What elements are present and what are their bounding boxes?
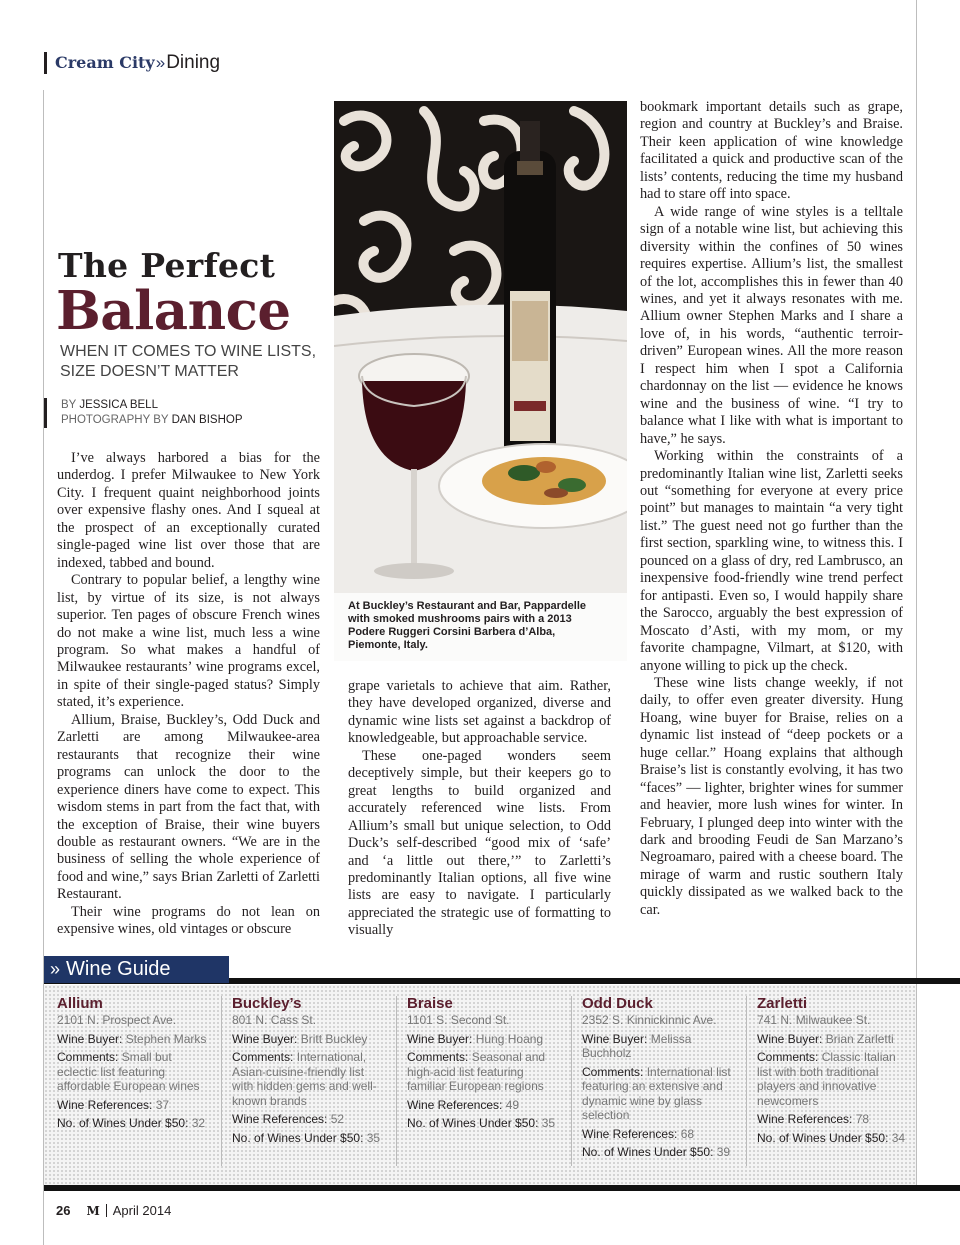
- under50-value: 34: [891, 1130, 906, 1145]
- byline: [44, 398, 243, 428]
- issue-date: April 2014: [112, 1203, 172, 1218]
- buyer-value: Stephen Marks: [125, 1031, 207, 1046]
- under50-value: 35: [366, 1130, 381, 1145]
- guide-entry-zarletti: [757, 995, 912, 1149]
- references-label: Wine References:: [57, 1097, 153, 1112]
- column-divider: [746, 996, 747, 1166]
- photo-caption: At Buckley’s Restaurant and Bar, Pappardelle with smoked mushrooms pairs with a 2013 Podere Ruggeri Corsini Barbera d’Alba, Piemonte, Italy.: [348, 600, 587, 651]
- restaurant-address: 1101 S. Second St.: [407, 1013, 510, 1027]
- buyer-label: Wine Buyer:: [407, 1031, 473, 1046]
- comments-value: International list featuring an extensive and dynamic wine by glass selection: [582, 1064, 731, 1122]
- wine-guide-title: Wine Guide: [66, 958, 171, 980]
- guide-entry-buckleys: [232, 995, 387, 1149]
- buyer-label: Wine Buyer:: [57, 1031, 123, 1046]
- under50-label: No. of Wines Under $50:: [757, 1130, 889, 1145]
- buyer-value: Hung Hoang: [475, 1031, 544, 1046]
- restaurant-name: Odd Duck: [582, 995, 653, 1012]
- article-column-2: [348, 678, 611, 940]
- photo-label: PHOTOGRAPHY BY: [61, 414, 169, 426]
- author-name: JESSICA BELL: [79, 399, 158, 411]
- under50-value: 35: [541, 1116, 556, 1130]
- restaurant-address: 2101 N. Prospect Ave.: [57, 1013, 177, 1027]
- restaurant-address: 2352 S. Kinnickinnic Ave.: [582, 1013, 717, 1027]
- page-footer: [56, 1203, 171, 1218]
- buyer-label: Wine Buyer:: [582, 1031, 648, 1046]
- section-header: [44, 52, 220, 74]
- column-divider: [571, 996, 572, 1166]
- paragraph: These one-paged wonders seem deceptively simple, but their keepers go to great lengths to build organized and accurately referenced wine lists. From Allium’s small but unique selection, to Odd Duck’s self-described “good mix of ‘safe’ and ‘a little out there,’” to Zarletti’s predominantly Italian options, all five wine lists are easy to navigate. I particularly appreciated the strategic use of formatting to visually: [348, 747, 611, 939]
- column-divider: [221, 996, 222, 1166]
- paragraph: I’ve always harbored a bias for the underdog. I prefer Milwaukee to New York City. I frequent quaint neighborhood joints over expensive flashy ones. And I squeal at the prospect of an exceptionally curated single-paged wine list over those that are indexed, tabbed and bound.: [57, 450, 320, 571]
- right-page-rule: [916, 0, 917, 1190]
- comments-label: Comments:: [582, 1064, 644, 1079]
- guide-entry-allium: [57, 995, 212, 1135]
- comments-label: Comments:: [232, 1050, 294, 1064]
- restaurant-address: 741 N. Milwaukee St.: [757, 1013, 871, 1027]
- paragraph: bookmark important details such as grape, region and country at Buckley’s and Braise. Their keen application of wine knowledge facilitated a quick and productive scan of the lists’ contents, reducing the time my husband had to stare off into space.: [640, 99, 903, 203]
- footer-divider: [106, 1204, 107, 1217]
- column-divider: [396, 996, 397, 1166]
- restaurant-name: Allium: [57, 995, 103, 1012]
- buyer-label: Wine Buyer:: [232, 1031, 298, 1046]
- comments-value: Small but eclectic list featuring affordable European wines: [57, 1050, 200, 1093]
- dek-line-2: SIZE DOESN’T MATTER: [60, 363, 239, 380]
- references-label: Wine References:: [757, 1112, 853, 1126]
- dek: [60, 342, 335, 382]
- comments-value: Classic Italian list with both traditional players and innovative newcomers: [757, 1050, 896, 1108]
- under50-label: No. of Wines Under $50:: [57, 1116, 189, 1130]
- headline-line-2: Balance: [56, 280, 291, 342]
- under50-label: No. of Wines Under $50:: [232, 1130, 364, 1145]
- wine-guide-header: [44, 956, 229, 983]
- under50-value: 39: [716, 1145, 731, 1159]
- references-value: 52: [330, 1112, 345, 1126]
- under50-value: 32: [191, 1116, 206, 1130]
- section-brand: Cream City: [55, 53, 155, 72]
- buyer-label: Wine Buyer:: [757, 1031, 823, 1046]
- references-label: Wine References:: [232, 1112, 328, 1126]
- guide-entry-braise: [407, 995, 562, 1135]
- dek-line-1: WHEN IT COMES TO WINE LISTS,: [60, 343, 317, 360]
- paragraph: Their wine programs do not lean on expensive wines, old vintages or obscure: [57, 903, 320, 938]
- comments-value: Seasonal and high-acid list featuring familiar European regions: [407, 1050, 546, 1093]
- restaurant-name: Zarletti: [757, 995, 808, 1012]
- under50-label: No. of Wines Under $50:: [582, 1145, 714, 1159]
- under50-label: No. of Wines Under $50:: [407, 1116, 539, 1130]
- paragraph: Allium, Braise, Buckley’s, Odd Duck and Zarletti are among Milwaukee-area restaurants that recognize their wine programs can unlock the door to the experience diners have come to expect. This wisdom stems in part from the fact that, with the exception of Braise, their wine buyers double as restaurant owners. “We are in the business of selling the whole experience of food and wine,” says Brian Zarletti of Zarletti Restaurant.: [57, 711, 320, 903]
- page-number: 26: [56, 1203, 71, 1218]
- paragraph: grape varietals to achieve that aim. Rather, they have developed organized, diverse and dynamic wine lists set against a backdrop of knowledgeable, but approachable service.: [348, 678, 611, 747]
- chevron-right-icon: »: [155, 53, 166, 72]
- article-column-3: [640, 99, 903, 919]
- restaurant-address: 801 N. Cass St.: [232, 1013, 317, 1027]
- paragraph: A wide range of wine styles is a telltale sign of a notable wine list, but achieving this diversity within the confines of 50 wines requires expertise. Allium’s list, the smallest of the lot, accomplishes this in fewer than 40 wines, and yet it always resonates with me. Allium owner Stephen Marks and I share a love of, in his words, “authentic terroir-driven” European wines. All the more reason I respect him when I spot a California chardonnay on the list — evidence he knows wine and the business of wine. “I try to balance what I like with what is important to have,” he says.: [640, 203, 903, 447]
- comments-label: Comments:: [57, 1050, 119, 1064]
- comments-value: International, Asian-cuisine-friendly list with hidden gems and well-known brands: [232, 1050, 377, 1108]
- guide-entry-odd-duck: [582, 995, 737, 1164]
- references-label: Wine References:: [407, 1097, 503, 1112]
- references-value: 37: [155, 1097, 170, 1112]
- wine-guide-bottom-rule: [44, 1185, 960, 1191]
- by-label: BY: [61, 399, 77, 411]
- magazine-logo: M: [86, 1203, 100, 1218]
- article-column-1: [57, 450, 320, 939]
- paragraph: Working within the constraints of a predominantly Italian wine list, Zarletti seeks out “something for everyone at every price point” but manages to maintain “a very tight list.” The guest need not go further than the first section, sparkling wine, to witness this. I pounced on a glass of dry, red Lambrusco, an inexpensive food-friendly wine trend perfect for antipasti. Even so, I would happily share the Sarocco, arguably the best expression of Moscato d’Asti, with my mom, or my favorite champagne, Vilmart, at $120, with anyone willing to pick up the check.: [640, 448, 903, 674]
- photographer-name: DAN BISHOP: [171, 414, 243, 426]
- wine-dish-photo: [334, 101, 627, 661]
- references-value: 78: [855, 1112, 870, 1126]
- buyer-value: Brian Zarletti: [825, 1031, 894, 1046]
- buyer-value: Melissa Buchholz: [582, 1031, 692, 1060]
- comments-label: Comments:: [757, 1050, 819, 1064]
- references-label: Wine References:: [582, 1126, 678, 1141]
- section-name: Dining: [166, 52, 221, 73]
- comments-label: Comments:: [407, 1050, 469, 1064]
- references-value: 49: [505, 1097, 520, 1112]
- paragraph: Contrary to popular belief, a lengthy wine list, by virtue of its size, is not always superior. Ten pages of obscure French wines do not make a wine list, much less a wine program. So what makes a handful of Milwaukee restaurants’ wine programs excel, in spite of their single-paged status? Simply stated, it’s experience.: [57, 572, 320, 711]
- restaurant-name: Buckley’s: [232, 995, 302, 1012]
- references-value: 68: [680, 1126, 695, 1141]
- buyer-value: Britt Buckley: [300, 1031, 368, 1046]
- chevron-right-icon: »: [50, 959, 61, 979]
- paragraph: These wine lists change weekly, if not daily, to offer even greater diversity. Hung Hoang, wine buyer for Braise, relies on a dynamic list instead of “deep pockets or a huge cellar.” Hoang explains that although Braise’s list is constantly evolving, it has two “faces” — lighter, brighter wines for summer and heavier, more lush wines for winter. In February, I plunged deep into winter with the dark and brooding Feudi de San Marzano’s Negroamaro, paired with a cheese board. The mirage of warm and rustic southern Italy quickly dissipated as we walked back to the car.: [640, 674, 903, 918]
- restaurant-name: Braise: [407, 995, 453, 1012]
- headline-line-1: The Perfect: [58, 246, 276, 285]
